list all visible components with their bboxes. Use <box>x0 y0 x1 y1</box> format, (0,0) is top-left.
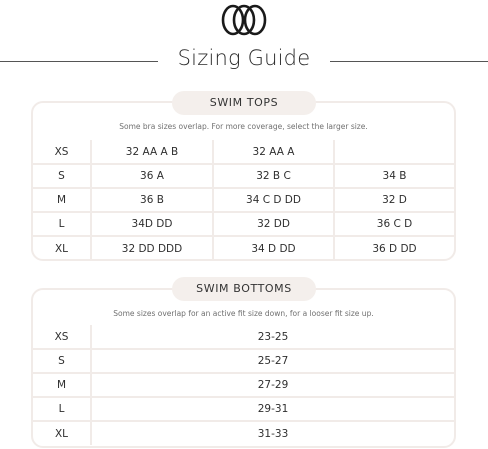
table-cell: 32 B C <box>213 164 334 188</box>
size-label: M <box>33 188 91 212</box>
swim-tops-note: Some bra sizes overlap. For more coverage, select the larger size. <box>119 122 368 131</box>
table-cell: 31-33 <box>91 421 454 445</box>
table-row <box>33 325 454 349</box>
table-cell: 32 D <box>334 188 454 212</box>
size-label: XS <box>33 140 91 164</box>
table-cell: 34D DD <box>91 212 213 236</box>
table-row <box>33 349 454 373</box>
size-label: S <box>33 349 91 373</box>
table-row <box>33 421 454 445</box>
table-row <box>33 140 454 164</box>
table-row <box>33 188 454 212</box>
page-title: Sizing Guide <box>177 46 311 70</box>
table-cell: 34 D DD <box>213 236 334 260</box>
table-cell: 29-31 <box>91 397 454 421</box>
header-right-rule <box>330 61 488 62</box>
table-cell: 36 A <box>91 164 213 188</box>
table-cell: 32 DD <box>213 212 334 236</box>
table-cell: 36 D DD <box>334 236 454 260</box>
table-cell: 32 AA A B <box>91 140 213 164</box>
table-cell: 23-25 <box>91 325 454 349</box>
size-label: L <box>33 212 91 236</box>
swim-bottoms-table <box>33 325 454 445</box>
table-row <box>33 397 454 421</box>
table-row <box>33 373 454 397</box>
swim-tops-title: SWIM TOPS <box>172 91 316 115</box>
size-label: L <box>33 397 91 421</box>
table-cell: 25-27 <box>91 349 454 373</box>
size-label: XL <box>33 421 91 445</box>
table-cell: 34 C D DD <box>213 188 334 212</box>
table-cell: 34 B <box>334 164 454 188</box>
size-label: M <box>33 373 91 397</box>
size-label: S <box>33 164 91 188</box>
table-cell: 36 C D <box>334 212 454 236</box>
table-cell <box>334 140 454 164</box>
table-cell: 32 AA A <box>213 140 334 164</box>
interlocking-rings-logo-icon <box>219 3 269 37</box>
header-left-rule <box>0 61 158 62</box>
swim-bottoms-note: Some sizes overlap for an active fit size down, for a looser fit size up. <box>113 309 374 318</box>
swim-bottoms-title: SWIM BOTTOMS <box>172 277 316 301</box>
table-cell: 32 DD DDD <box>91 236 213 260</box>
table-row <box>33 164 454 188</box>
table-cell: 27-29 <box>91 373 454 397</box>
size-label: XL <box>33 236 91 260</box>
table-row <box>33 236 454 260</box>
table-cell: 36 B <box>91 188 213 212</box>
swim-tops-table <box>33 140 454 260</box>
table-row <box>33 212 454 236</box>
size-label: XS <box>33 325 91 349</box>
